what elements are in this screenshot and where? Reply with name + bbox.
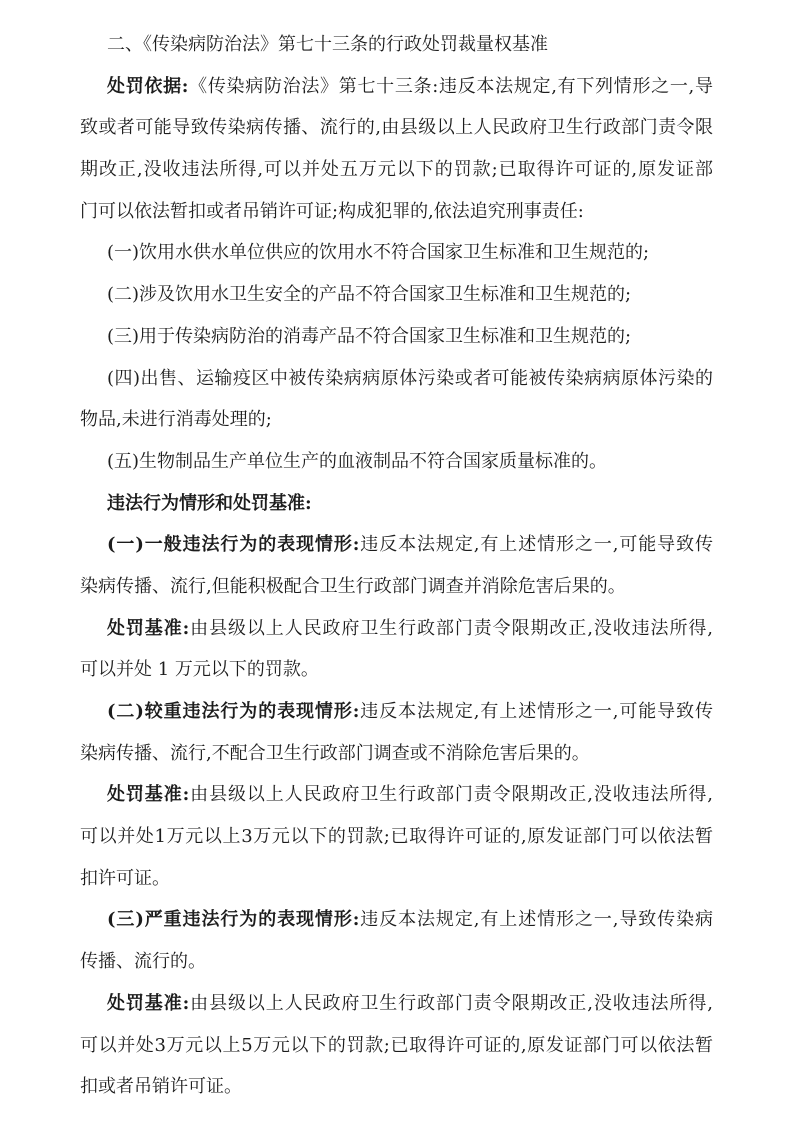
- penalty-label: 处罚基准:: [107, 992, 190, 1014]
- penalty-line: [80, 608, 713, 650]
- paragraph-line: [80, 66, 713, 108]
- penalty-label: 处罚基准:: [107, 784, 190, 806]
- standards-heading-text: 违法行为情形和处罚基准:: [107, 492, 312, 514]
- line-text: 违反本法规定,有上述情形之一,导致传染病: [359, 909, 713, 931]
- penalty-line: 扣或者吊销许可证。: [80, 1076, 242, 1098]
- situation-line: 染病传播、流行,但能积极配合卫生行政部门调查并消除危害后果的。: [80, 575, 626, 597]
- circumstances-list: [80, 232, 713, 482]
- line-text: 由县级以上人民政府卫生行政部门责令限期改正,没收违法所得,: [189, 617, 713, 639]
- level-general: [80, 524, 713, 691]
- circumstance-item-continuation: 物品,未进行消毒处理的;: [80, 409, 272, 431]
- circumstance-item: (一)饮用水供水单位供应的饮用水不符合国家卫生标准和卫生规范的;: [107, 242, 650, 264]
- circumstance-item: (三)用于传染病防治的消毒产品不符合国家卫生标准和卫生规范的;: [107, 325, 632, 347]
- standards-heading: [80, 483, 713, 525]
- situation-line: [80, 899, 713, 941]
- situation-line: [80, 691, 713, 733]
- paragraph-line: 门可以依法暂扣或者吊销许可证;构成犯罪的,依法追究刑事责任:: [80, 200, 584, 222]
- situation-label: (三)严重违法行为的表现情形:: [107, 909, 360, 931]
- penalty-line: [80, 983, 713, 1025]
- line-text: 违反本法规定,有上述情形之一,可能导致传: [359, 701, 713, 722]
- penalty-line: [80, 774, 713, 816]
- penalty-line: 可以并处1万元以上3万元以下的罚款;已取得许可证的,原发证部门可以依法暂: [80, 826, 713, 848]
- situation-line: 染病传播、流行,不配合卫生行政部门调查或不消除危害后果的。: [80, 742, 590, 764]
- paragraph-line: 致或者可能导致传染病传播、流行的,由县级以上人民政府卫生行政部门责令限: [80, 117, 713, 139]
- situation-label: (二)较重违法行为的表现情形:: [107, 701, 360, 722]
- situation-label: (一)一般违法行为的表现情形:: [107, 534, 360, 556]
- situation-line: 传播、流行的。: [80, 951, 206, 973]
- situation-line: [80, 524, 713, 566]
- line-text: 《传染病防治法》第七十三条:违反本法规定,有下列情形之一,导: [188, 75, 713, 97]
- level-severe: [80, 899, 713, 1107]
- penalty-basis-paragraph: [80, 66, 713, 233]
- penalty-line: 扣许可证。: [80, 867, 170, 889]
- paragraph-line: 期改正,没收违法所得,可以并处五万元以下的罚款;已取得许可证的,原发证部: [80, 159, 713, 181]
- penalty-label: 处罚基准:: [107, 617, 190, 639]
- section-heading: 二、《传染病防治法》第七十三条的行政处罚裁量权基准: [107, 34, 548, 55]
- circumstance-item: (五)生物制品生产单位生产的血液制品不符合国家质量标准的。: [107, 450, 608, 472]
- level-serious: [80, 691, 713, 899]
- penalty-basis-label: 处罚依据:: [107, 75, 189, 97]
- line-text: 由县级以上人民政府卫生行政部门责令限期改正,没收违法所得,: [189, 784, 713, 806]
- penalty-line: 可以并处 1 万元以下的罚款。: [80, 659, 319, 681]
- line-text: 由县级以上人民政府卫生行政部门责令限期改正,没收违法所得,: [189, 992, 713, 1014]
- penalty-line: 可以并处3万元以上5万元以下的罚款;已取得许可证的,原发证部门可以依法暂: [80, 1034, 713, 1056]
- circumstance-item: (四)出售、运输疫区中被传染病病原体污染或者可能被传染病病原体污染的: [107, 367, 713, 389]
- line-text: 违反本法规定,有上述情形之一,可能导致传: [359, 534, 713, 556]
- circumstance-item: (二)涉及饮用水卫生安全的产品不符合国家卫生标准和卫生规范的;: [107, 284, 632, 306]
